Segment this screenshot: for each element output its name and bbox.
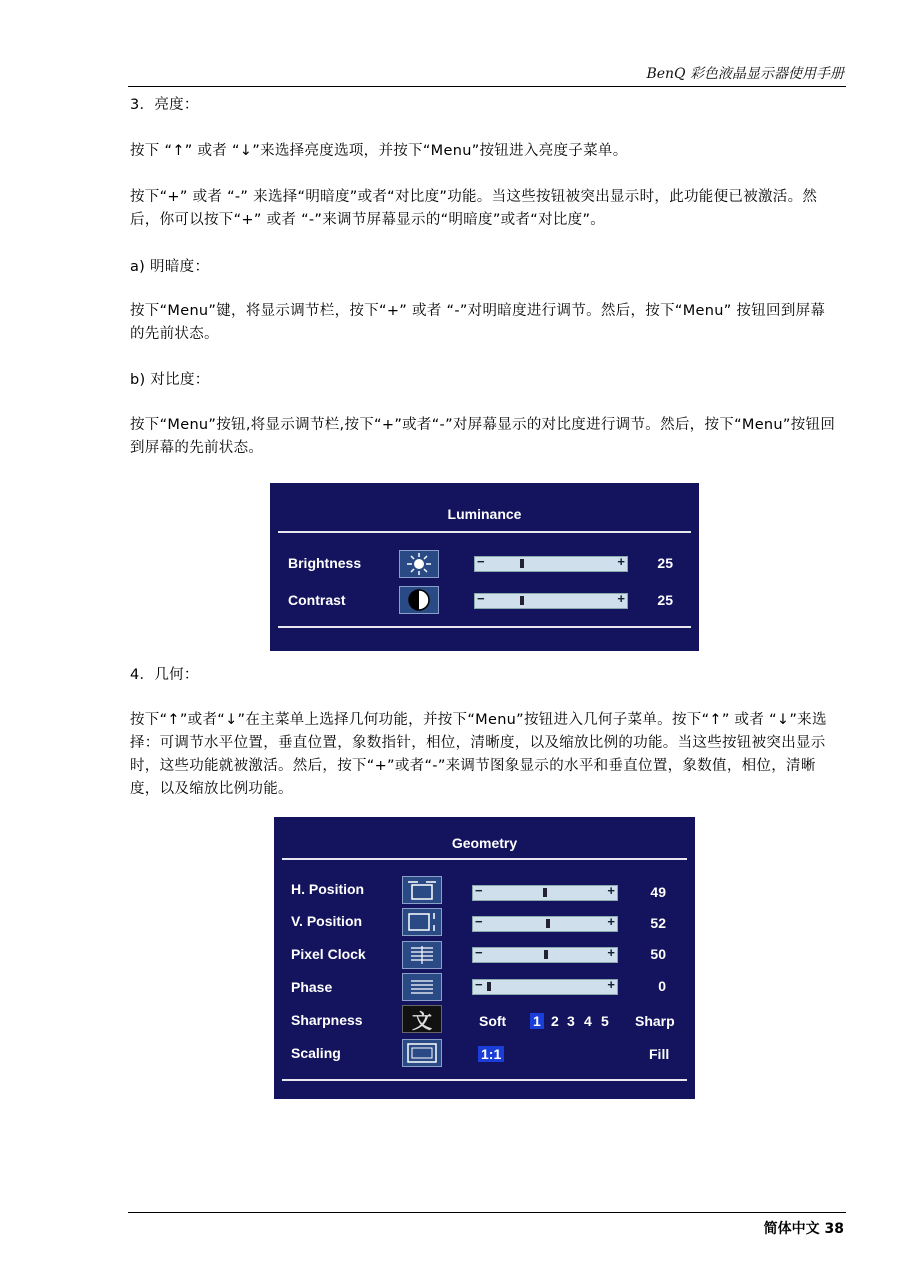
sharpness-icon xyxy=(402,1005,442,1033)
slider-thumb[interactable] xyxy=(544,950,548,959)
contrast-slider[interactable] xyxy=(474,593,628,609)
slider-thumb[interactable] xyxy=(520,596,524,605)
osd-rule xyxy=(278,531,691,533)
phase-slider[interactable] xyxy=(472,979,618,995)
sharpness-level-1[interactable]: 1 xyxy=(530,1013,544,1029)
minus-icon: − xyxy=(475,914,483,929)
section-b-heading: b) 对比度： xyxy=(130,372,210,388)
section-3-heading: 3．亮度： xyxy=(130,97,199,113)
scaling-icon xyxy=(402,1039,442,1067)
section-b-paragraph: 按下“Menu”按钮,将显示调节栏,按下“+”或者“-”对屏幕显示的对比度进行调节。然后，按下“Menu”按钮回到屏幕的先前状态。 xyxy=(130,417,836,456)
plus-icon: + xyxy=(607,977,615,992)
header-rule xyxy=(128,86,846,87)
luminance-osd-panel xyxy=(270,483,699,651)
sharpness-level-4[interactable]: 4 xyxy=(584,1013,592,1029)
sun-icon xyxy=(399,550,439,578)
contrast-value: 25 xyxy=(657,592,673,608)
slider-thumb[interactable] xyxy=(546,919,550,928)
pixel-clock-label: Pixel Clock xyxy=(291,946,366,962)
plus-icon: + xyxy=(607,914,615,929)
brightness-slider[interactable] xyxy=(474,556,628,572)
plus-icon: + xyxy=(607,945,615,960)
section-4-heading: 4．几何： xyxy=(130,667,199,683)
h-position-slider[interactable] xyxy=(472,885,618,901)
pixel-clock-value: 50 xyxy=(650,946,666,962)
pixel-clock-slider[interactable] xyxy=(472,947,618,963)
pixel-clock-icon xyxy=(402,941,442,969)
h-position-icon xyxy=(402,876,442,904)
geometry-osd-title: Geometry xyxy=(451,835,518,851)
brightness-value: 25 xyxy=(657,555,673,571)
geometry-osd-panel xyxy=(274,817,695,1099)
phase-label: Phase xyxy=(291,979,333,995)
v-position-value: 52 xyxy=(650,915,666,931)
section-3-paragraph-1: 按下 “↑” 或者 “↓”来选择亮度选项，并按下“Menu”按钮进入亮度子菜单。 xyxy=(130,143,628,159)
sharpness-level-5[interactable]: 5 xyxy=(601,1013,609,1029)
luminance-osd-title: Luminance xyxy=(447,506,522,522)
minus-icon: − xyxy=(475,883,483,898)
section-a-heading: a) 明暗度： xyxy=(130,259,210,275)
brightness-label: Brightness xyxy=(288,555,362,571)
slider-thumb[interactable] xyxy=(520,559,524,568)
scaling-option-1-1[interactable]: 1:1 xyxy=(478,1046,504,1062)
minus-icon: − xyxy=(477,591,485,606)
contrast-label: Contrast xyxy=(288,592,346,608)
slider-thumb[interactable] xyxy=(543,888,547,897)
sharpness-soft-label: Soft xyxy=(479,1013,507,1029)
sharpness-level-2[interactable]: 2 xyxy=(551,1013,559,1029)
h-position-label: H. Position xyxy=(291,881,365,897)
plus-icon: + xyxy=(617,591,625,606)
slider-thumb[interactable] xyxy=(487,982,491,991)
sharpness-icon-glyph: 文 xyxy=(412,1008,432,1033)
section-a-paragraph: 按下“Menu”键，将显示调节栏，按下“+” 或者 “-”对明暗度进行调节。然后，按下“Menu” 按钮回到屏幕的先前状态。 xyxy=(130,303,826,342)
plus-icon: + xyxy=(607,883,615,898)
minus-icon: − xyxy=(475,977,483,992)
osd-rule xyxy=(282,858,687,860)
scaling-option-fill[interactable]: Fill xyxy=(649,1046,670,1062)
minus-icon: − xyxy=(475,945,483,960)
section-4-paragraph: 按下“↑”或者“↓”在主菜单上选择几何功能，并按下“Menu”按钮进入几何子菜单。按下“↑” 或者 “↓”来选择：可调节水平位置，垂直位置，象数指针，相位，清晰度，以及缩放比例的功能。当这些按钮被突出显示时，这些功能就被激活。然后，按下“+”或者“-”来调节图象显示的水平和垂直位置，象数值，相位，清晰度，以及缩放比例功能。 xyxy=(130,712,827,797)
h-position-value: 49 xyxy=(650,884,666,900)
v-position-icon xyxy=(402,908,442,936)
sharpness-sharp-label: Sharp xyxy=(635,1013,675,1029)
plus-icon: + xyxy=(617,554,625,569)
v-position-slider[interactable] xyxy=(472,916,618,932)
osd-rule xyxy=(278,626,691,628)
v-position-label: V. Position xyxy=(291,913,363,929)
minus-icon: − xyxy=(477,554,485,569)
osd-rule xyxy=(282,1079,687,1081)
sharpness-label: Sharpness xyxy=(291,1012,363,1028)
section-3-paragraph-2: 按下“+” 或者 “-” 来选择“明暗度”或者“对比度”功能。当这些按钮被突出显示时，此功能便已被激活。然后，你可以按下“+” 或者 “-”来调节屏幕显示的“明暗度”或者“对比度”。 xyxy=(130,189,818,228)
page-header-title: BenQ 彩色液晶显示器使用手册 xyxy=(646,66,844,82)
contrast-icon xyxy=(399,586,439,614)
phase-icon xyxy=(402,973,442,1001)
footer-page-label: 简体中文 38 xyxy=(763,1221,844,1237)
scaling-label: Scaling xyxy=(291,1045,341,1061)
sharpness-level-3[interactable]: 3 xyxy=(567,1013,575,1029)
footer-rule xyxy=(128,1212,846,1213)
phase-value: 0 xyxy=(658,978,666,994)
